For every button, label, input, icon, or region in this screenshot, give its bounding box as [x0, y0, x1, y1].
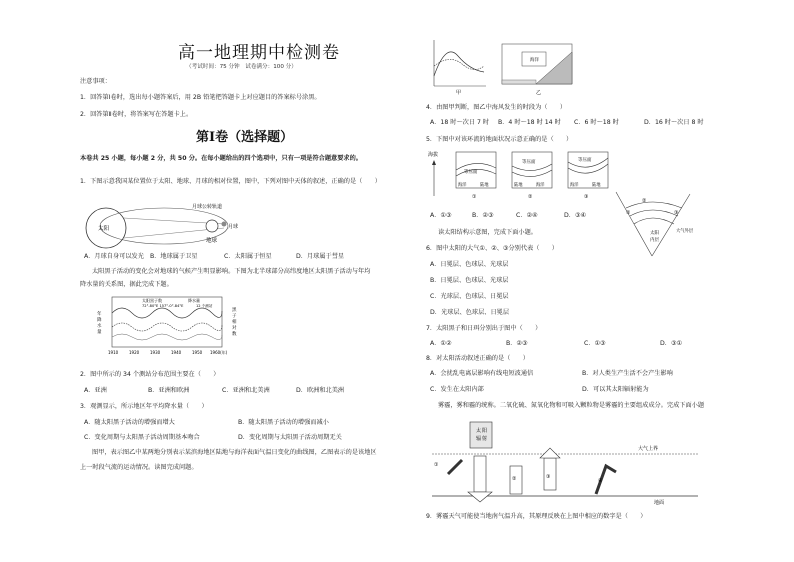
q8-option-b: B．对人类生产生活不会产生影响 [582, 370, 673, 377]
q3-option-b: B．随太阳黑子活动的增强而减小 [238, 419, 329, 426]
sea-label-3: 海洋 [570, 183, 579, 188]
y-right-label-5: 数 [232, 332, 237, 337]
layer-number-1: ① [626, 210, 631, 216]
q2-option-c: C．亚洲和北美洲 [222, 387, 270, 394]
sea-label: 海洋 [530, 58, 539, 63]
solar-label-1: 太 [476, 428, 482, 434]
q2-option-a: A．亚洲 [84, 387, 107, 394]
isobar-panels-figure [428, 148, 614, 206]
q2-option-d: D．欧洲和北美洲 [296, 387, 345, 394]
orbit-label: 月球公转轨道 [192, 204, 223, 210]
radiation-diagram [428, 414, 700, 506]
q1-option-c: C．太阳属于恒星 [224, 253, 272, 260]
moon-circle [222, 222, 227, 227]
q2-option-b: B．亚洲和欧洲 [148, 387, 190, 394]
sunspot-precip-chart [92, 293, 242, 355]
isobar-label-3: 等压面 [578, 158, 592, 163]
year-tick: 1910 [108, 350, 119, 355]
sea-label-1: 海洋 [458, 183, 467, 188]
q7-option-b: B．②③ [506, 340, 528, 347]
sea-strip [502, 80, 536, 84]
temp-sea-breeze-figure [426, 36, 576, 96]
passage4-line2: 上一时段气流的运动情况。读图完成问题。 [80, 464, 198, 471]
solar-label-2: 阳 [482, 428, 488, 434]
isobar-label-2: 等压面 [522, 160, 536, 165]
sun-interior-label-1: 太阳 [650, 231, 659, 236]
legend-precip: 降水量 [188, 298, 200, 303]
q4-stem: 4．由图甲判断，图乙中海风发生的时段为（ ） [426, 104, 567, 111]
q8-option-d: D．可以其太阳辐射能为 [582, 386, 649, 393]
precip-curve [112, 323, 222, 331]
land-label-1: 陆地 [480, 183, 489, 188]
legend-stations: 12 个测站 [196, 304, 213, 308]
earth-label: 地球 [206, 238, 218, 244]
q3-option-a: A．随太阳黑子活动的增强而增大 [84, 419, 175, 426]
radiation-number-1: ① [434, 462, 439, 468]
q3-stem: 3．观测显示，所示地区年平均降水量（ ） [80, 403, 208, 410]
q1-option-b: B．地球属于卫星 [150, 253, 198, 260]
q5-option-a: A．①③ [430, 212, 452, 219]
q1-option-a: A．月球自身可以发光 [84, 253, 144, 260]
q7-option-c: C．①③ [584, 340, 606, 347]
q6-option-c: C．光球层、色球层、日冕层 [430, 293, 509, 300]
passage6-line1: 读太阳结构示意图，完成下面小题。 [438, 229, 537, 236]
layer-number-2: ② [642, 198, 647, 204]
panel-number-3: ③ [584, 194, 589, 200]
exam-title: 高一地理期中检测卷 [178, 43, 340, 63]
q4-option-b: B．4 时～18 时 14 时 [498, 119, 561, 126]
sunspot-curve [112, 308, 222, 318]
precip-curve-2 [112, 334, 222, 340]
sun-atmosphere-label: 大气外层 [676, 229, 694, 234]
y-left-label-3: 水 [97, 324, 102, 329]
land-slope [536, 52, 572, 84]
y-right-label-3: 相 [232, 320, 237, 325]
q4-option-d: D．16 时～次日 8 时 [644, 119, 704, 126]
label-yi: 乙 [536, 90, 542, 96]
q2-stem: 2．图中所示的 34 个测站分布范围主要在（ ） [80, 371, 220, 378]
moon-label: 月球 [228, 224, 239, 230]
y-right-label-4: 对 [232, 326, 237, 331]
sea-temp-curve [434, 59, 484, 69]
year-tick: 1940 [171, 350, 182, 355]
isobar-label-1: 等压面 [464, 170, 478, 175]
q8-option-a: A．会扰乱电离层影响有线电短波通信 [430, 370, 534, 377]
passage9-line1: 雾霾，雾和霾的统称。二氧化硫、氮氧化物和可吸入颗粒物是雾霾的主要组成成分。完成下面小题 [438, 402, 705, 409]
section-intro: 本卷共 25 小题，每小题 2 分，共 50 分。在每小题给出的四个选项中，只有一项是符合题意要求的。 [80, 155, 362, 162]
y-right-label-2: 子 [232, 314, 237, 319]
panel-number-1: ① [472, 194, 477, 200]
radiation-number-3: ③ [546, 474, 551, 480]
q8-stem: 8．对太阳活动叙述正确的是（ ） [426, 355, 529, 362]
passage2-line1: 太阳黑子活动的变化会对地球的气候产生明显影响。下图为北半球部分高纬度地区太阳黑子活动与年均 [92, 268, 371, 275]
q6-option-d: D．光球层、色球层、日冕层 [430, 309, 510, 316]
note-2: 2．回答第Ⅱ卷时，将答案写在答题卡上。 [80, 111, 193, 118]
passage4-line1: 图甲，表示图乙中某两地分别表示某滨海地区陆地与海洋表面气温日变化的曲线图，乙图表示的是该地区 [92, 449, 377, 456]
land-label-3: 陆地 [592, 183, 601, 188]
radiation-number-2: ② [512, 476, 517, 482]
earth-circle [206, 220, 218, 232]
q8-option-c: C．发生在太阳内部 [430, 386, 484, 393]
y-left-label-2: 降 [97, 318, 102, 323]
altitude-label: 海拔 [428, 152, 439, 158]
atmosphere-top-label: 大气上界 [638, 446, 659, 452]
q7-option-a: A．①② [430, 340, 452, 347]
q6-stem: 6．图中太阳的大气①、②、③分别代表（ ） [426, 245, 558, 252]
sun-label: 太阳 [98, 226, 110, 232]
year-tick: 1930 [150, 350, 161, 355]
q4-option-a: A．18 时～次日 7 时 [430, 119, 490, 126]
q7-option-d: D．③① [660, 340, 683, 347]
y-left-label-4: 量 [97, 330, 102, 335]
land-temp-curve [434, 52, 484, 76]
year-tick: 1920 [129, 350, 140, 355]
notes-heading: 注意事项： [80, 78, 111, 85]
radiation-number-4: ④ [598, 478, 603, 484]
ground-label: 地面 [654, 500, 665, 506]
layer-number-3: ③ [674, 210, 679, 216]
solar-label-4: 射 [482, 436, 488, 442]
q5-option-b: B．②③ [472, 212, 494, 219]
label-jia: 甲 [456, 90, 462, 96]
legend-stations-range: 72°-80°E 157°-0°-84°E [142, 304, 184, 308]
panel-number-2: ② [528, 194, 533, 200]
land-label-2: 陆地 [514, 183, 523, 188]
solar-radiation-box [470, 422, 492, 448]
year-tick: 1950 [192, 350, 203, 355]
q5-option-d: D．③④ [564, 212, 587, 219]
q3-option-c: C．变化周期与太阳黑子活动周期基本吻合 [84, 434, 200, 441]
sun-earth-moon-figure [84, 188, 244, 250]
legend-sunspot: 太阳黑子数 [142, 298, 162, 303]
radiation-arrow-down [474, 456, 486, 492]
q1-option-d: D．月球属于彗星 [296, 253, 345, 260]
year-tick: 1960(年) [210, 350, 228, 355]
q3-option-d: D．变化周期与太阳黑子活动周期无关 [238, 434, 342, 441]
solar-label-3: 辐 [476, 436, 482, 442]
section-title: 第Ⅰ卷（选择题） [196, 130, 294, 145]
q5-option-c: C．②④ [516, 212, 538, 219]
q6-option-a: A．日冕层、色球层、光球层 [430, 261, 509, 268]
q6-option-b: B．日冕层、色球层、光球层 [430, 277, 509, 284]
exam-subtitle: （考试时间：75 分钟 试卷满分：100 分） [186, 64, 297, 70]
sun-structure-figure [612, 180, 694, 258]
q4-option-c: C．6 时～18 时 [574, 119, 619, 126]
y-left-label-1: 年 [97, 312, 102, 317]
q9-stem: 9．雾霾天气可能使当地南气温升高，其原理反映在上图中相应的数字是（ ） [426, 513, 647, 520]
sun-interior-label-2: 内层 [650, 238, 659, 243]
y-right-label-1: 黑 [232, 308, 237, 313]
passage2-line2: 降水量的关系图，据此完成下题。 [80, 281, 173, 288]
note-1: 1．回答第Ⅰ卷时，选出每小题答案后，用 2B 铅笔把答题卡上对应题目的答案标号涂黑。 [80, 94, 321, 101]
q1-stem: 1．下图示意我国某位置位于太阳、地球、月球的相对位置，图中，下列对图中天体的叙述，正确的是（ ） [80, 178, 381, 185]
sea-label-2: 海洋 [536, 183, 545, 188]
q7-stem: 7．太阳黑子和日珥分别出于图中（ ） [426, 325, 542, 332]
q5-stem: 5．下图中对该环流的地面状况示意正确的是（ ） [426, 136, 573, 143]
